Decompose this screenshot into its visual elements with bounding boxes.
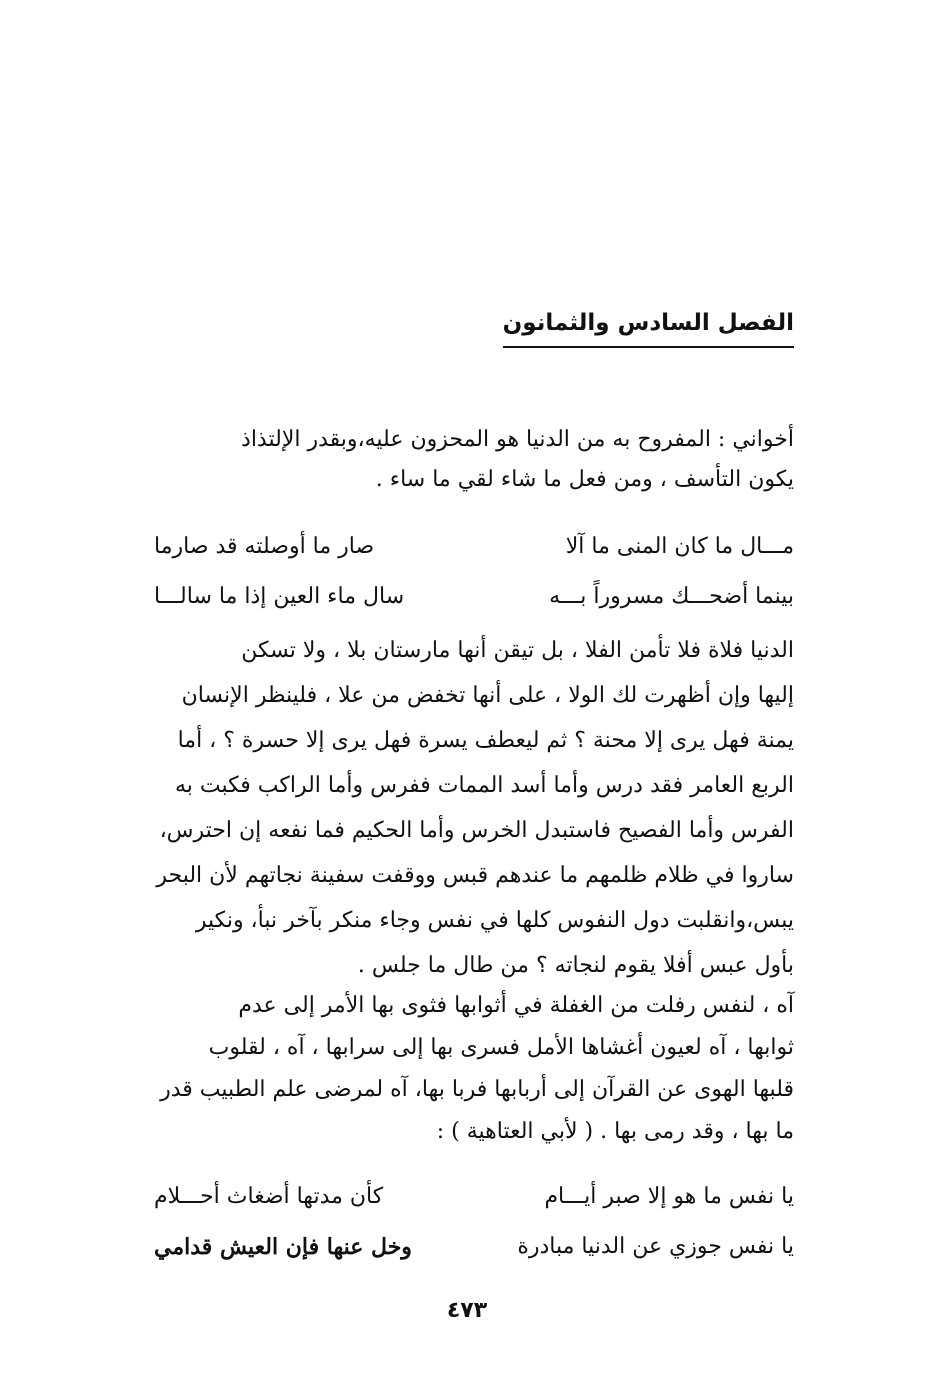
text-line: يمنة فهل يرى إلا محنة ؟ ثم ليعطف يسرة فهل يرى إلا حسرة ؟ ، أما [177, 728, 794, 753]
text-line: الفرس وأما الفصيح فاستبدل الخرس وأما الحكيم فما نفعه إن احترس، [159, 818, 794, 843]
text-line: آه ، لنفس رفلت من الغفلة في أثوابها فثوى بها الأمر إلى عدم [238, 993, 794, 1018]
page-number: ٤٧٣ [446, 1298, 488, 1323]
text-line: إليها وإن أظهرت لك الولا ، على أنها تخفض من علا ، فلينظر الإنسان [181, 683, 794, 708]
text-line: الربع العامر فقد درس وأما أسد الممات ففرس وأما الراكب فكبت به [174, 773, 794, 798]
verse-first-hemistich: بينما أضحـــك مسروراً بـــه [549, 584, 794, 609]
verse-line [154, 522, 794, 572]
paragraph-lament [154, 985, 794, 1153]
verse-line [154, 1172, 794, 1222]
text-line: قلبها الهوى عن القرآن إلى أربابها فربا بها، آه لمرضى علم الطبيب قدر [160, 1077, 794, 1102]
verse-line [154, 1222, 794, 1272]
text-line: يكون التأسف ، ومن فعل ما شاء لقي ما ساء . [375, 467, 794, 492]
paragraph-intro [154, 420, 794, 500]
chapter-title: الفصل السادس والثمانون [503, 306, 794, 348]
verse-first-hemistich: يا نفس ما هو إلا صبر أيـــام [544, 1184, 794, 1209]
paragraph-dunya [154, 628, 794, 988]
verse-line [154, 572, 794, 622]
verse-second-hemistich: وخل عنها فإن العيش قدامي [154, 1234, 412, 1260]
text-line: ما بها ، وقد رمى بها . ( لأبي العتاهية ) : [436, 1119, 794, 1144]
verse-second-hemistich: كأن مدتها أضغاث أحـــلام [154, 1184, 384, 1209]
verse-second-hemistich: صار ما أوصلته قد صارما [154, 534, 375, 559]
verse-block-2 [154, 1172, 794, 1272]
text-line: ساروا في ظلام ظلمهم ما عندهم قبس ووقفت سفينة نجاتهم لأن البحر [156, 863, 794, 888]
verse-first-hemistich: مـــال ما كان المنى ما آلا [565, 534, 794, 559]
text-line: أخواني : المفروح به من الدنيا هو المحزون عليه،وبقدر الإلتذاذ [241, 427, 794, 452]
text-line: بأول عبس أفلا يقوم لنجاته ؟ من طال ما جلس . [357, 953, 794, 978]
text-line: الدنيا فلاة فلا تأمن الفلا ، بل تيقن أنها مارستان بلا ، ولا تسكن [241, 638, 794, 663]
verse-first-hemistich: يا نفس جوزي عن الدنيا مبادرة [517, 1234, 794, 1259]
verse-second-hemistich: سال ماء العين إذا ما سالـــا [154, 584, 405, 609]
text-line: يبس،وانقلبت دول النفوس كلها في نفس وجاء منكر بآخر نبأ، ونكير [195, 908, 794, 933]
text-line: ثوابها ، آه لعيون أغشاها الأمل فسرى بها إلى سرابها ، آه ، لقلوب [208, 1035, 794, 1060]
verse-block-1 [154, 522, 794, 622]
